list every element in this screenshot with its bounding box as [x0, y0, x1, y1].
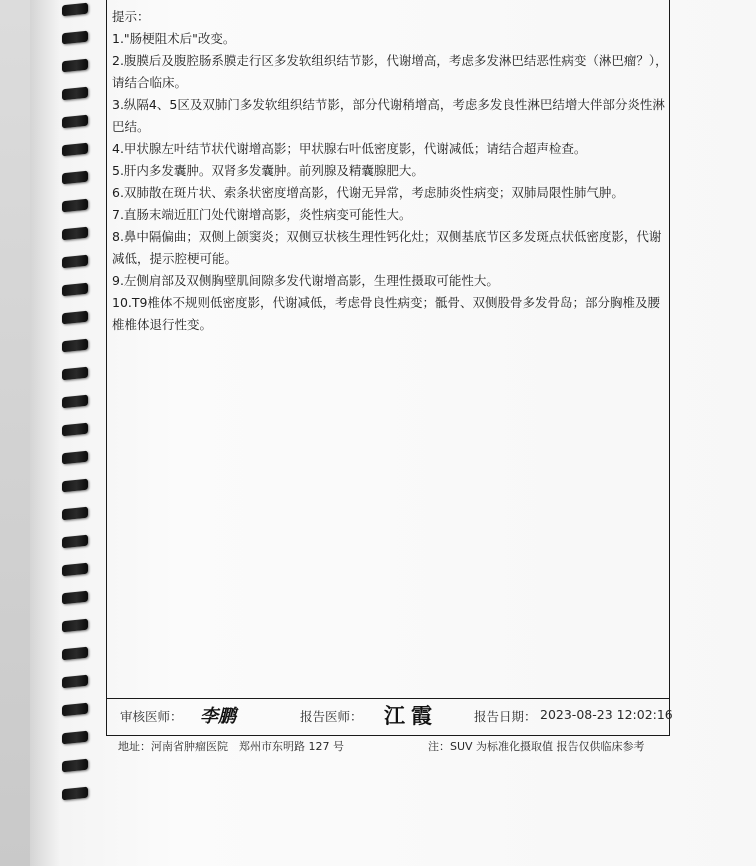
binding-ring [62, 563, 88, 577]
binding-ring [62, 591, 88, 605]
reviewer-label: 审核医师： [120, 709, 183, 724]
spiral-binding [50, 0, 110, 866]
binding-ring [62, 31, 88, 45]
finding-item-3: 3.纵隔4、5区及双肺门多发软组织结节影，部分代谢稍增高，考虑多发良性淋巴结增大伴部分炎性淋巴结。 [112, 97, 665, 134]
report-findings [112, 6, 668, 336]
finding-item-1: 1."肠梗阻术后"改变。 [112, 31, 236, 46]
report-date-label: 报告日期： [474, 709, 537, 724]
binding-ring [62, 479, 88, 493]
finding-item-9: 9.左侧肩部及双侧胸壁肌间隙多发代谢增高影，生理性摄取可能性大。 [112, 273, 499, 288]
binding-ring [62, 759, 88, 773]
finding-item-5: 5.肝内多发囊肿。双肾多发囊肿。前列腺及精囊腺肥大。 [112, 163, 424, 178]
binding-ring [62, 227, 88, 241]
reviewer-signature: 李鹏 [200, 706, 236, 727]
binding-ring [62, 143, 88, 157]
binding-ring [62, 507, 88, 521]
binding-ring [62, 171, 88, 185]
binding-ring [62, 675, 88, 689]
suv-note: 注：SUV 为标准化摄取值 报告仅供临床参考 [428, 740, 645, 753]
binding-ring [62, 199, 88, 213]
report-date-value: 2023-08-23 12:02:16 [540, 707, 673, 722]
binding-ring [62, 619, 88, 633]
binding-ring [62, 731, 88, 745]
binding-ring [62, 311, 88, 325]
binding-ring [62, 3, 88, 17]
finding-item-6: 6.双肺散在斑片状、索条状密度增高影，代谢无异常，考虑肺炎性病变；双肺局限性肺气肿。 [112, 185, 624, 200]
finding-item-10: 10.T9椎体不规则低密度影，代谢减低，考虑骨良性病变；骶骨、双侧股骨多发骨岛；部分胸椎及腰椎椎体退行性变。 [112, 295, 660, 332]
binding-ring [62, 395, 88, 409]
findings-heading: 提示： [112, 9, 150, 24]
finding-item-8: 8.鼻中隔偏曲；双侧上颌窦炎；双侧豆状核生理性钙化灶；双侧基底节区多发斑点状低密度影，代谢减低，提示腔梗可能。 [112, 229, 662, 266]
binding-ring [62, 115, 88, 129]
signature-row [120, 703, 673, 729]
reporter-signature: 江霞 [384, 703, 438, 728]
binding-ring [62, 535, 88, 549]
binding-ring [62, 703, 88, 717]
binding-ring [62, 423, 88, 437]
binding-ring [62, 787, 88, 801]
binding-ring [62, 647, 88, 661]
finding-item-4: 4.甲状腺左叶结节状代谢增高影；甲状腺右叶低密度影，代谢减低；请结合超声检查。 [112, 141, 587, 156]
binding-ring [62, 339, 88, 353]
reporter-label: 报告医师： [300, 709, 363, 724]
binding-ring [62, 451, 88, 465]
finding-item-7: 7.直肠末端近肛门处代谢增高影，炎性病变可能性大。 [112, 207, 412, 222]
binding-ring [62, 59, 88, 73]
binding-ring [62, 255, 88, 269]
binding-ring [62, 367, 88, 381]
hospital-address: 地址：河南省肿瘤医院 郑州市东明路 127 号 [118, 740, 344, 753]
binding-ring [62, 283, 88, 297]
binding-ring [62, 87, 88, 101]
finding-item-2: 2.腹膜后及腹腔肠系膜走行区多发软组织结节影，代谢增高，考虑多发淋巴结恶性病变（淋巴瘤？），请结合临床。 [112, 53, 668, 90]
